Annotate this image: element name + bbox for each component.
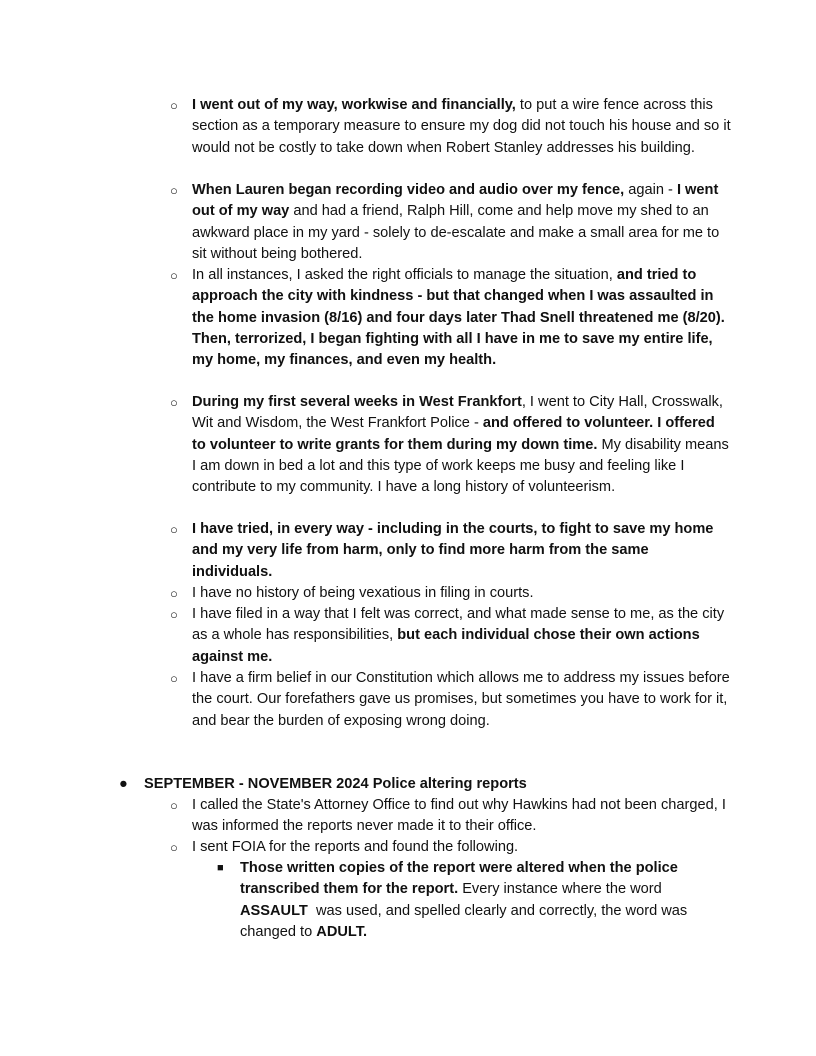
list-item: ○ When Lauren began recording video and audio over my fence, again - I went out of my way and had a friend, Ralph Hill, come and help move my shed to an awkward place in my yard - solely to de-escalate and make a small area for me to sit without being bothered.: [170, 182, 720, 262]
hollow-bullet-icon: ○: [170, 840, 178, 855]
hollow-bullet-icon: ○: [170, 395, 178, 410]
hollow-bullet-icon: ○: [170, 183, 178, 198]
section-heading: ● SEPTEMBER - NOVEMBER 2024 Police altering reports: [144, 774, 734, 795]
hollow-bullet-icon: ○: [170, 522, 178, 537]
hollow-bullet-icon: ○: [170, 671, 178, 686]
hollow-bullet-icon: ○: [170, 268, 178, 283]
list-item: ○ During my first several weeks in West Frankfort, I went to City Hall, Crosswalk, Wit and Wisdom, the West Frankfort Police - and offered to volunteer. I offered to volunteer to write grants for them during my down time. My disability means I am down in bed a lot and this type of work keeps me busy and feeling like I contribute to my community. I have a long history of volunteerism.: [170, 394, 729, 496]
list-item: ○ I sent FOIA for the reports and found the following.: [192, 837, 732, 858]
list-item: ○ In all instances, I asked the right officials to manage the situation, and tried to approach the city with kindness - but that changed when I was assaulted in the home invasion (8/16) and four days later Thad Snell threatened me (8/20). Then, terrorized, I began fighting with all I have in me to save my entire life, my home, my finances, and even my health.: [170, 267, 725, 369]
square-bullet-icon: ■: [217, 862, 224, 874]
list-item: ○ I have a firm belief in our Constitution which allows me to address my issues before the court. Our forefathers gave us promises, but sometimes you have to work for it, and bear the burden of exposing wrong doing.: [170, 670, 730, 729]
filled-bullet-icon: ●: [119, 776, 128, 792]
list-item: ○ I have filed in a way that I felt was correct, and what made sense to me, as the city as a whole has responsibilities, but each individual chose their own actions against me.: [170, 606, 725, 665]
list-item: ■ Those written copies of the report were altered when the police transcribed them for the report. Every instance where the word ASSAULT was used, and spelled clearly and correctly, the word was changed to ADULT.: [217, 860, 692, 940]
list-item: ○ I called the State's Attorney Office to find out why Hawkins had not been charged, I was informed the reports never made it to their office.: [170, 797, 726, 835]
hollow-bullet-icon: ○: [170, 586, 178, 601]
list-item: ○ I have no history of being vexatious in filing in courts.: [192, 583, 732, 604]
list-item: ○ I went out of my way, workwise and financially, to put a wire fence across this section as a temporary measure to ensure my dog did not touch his house and so it would not be costly to take down when Robert Stanley addresses his building.: [170, 97, 731, 156]
hollow-bullet-icon: ○: [170, 98, 178, 113]
hollow-bullet-icon: ○: [170, 798, 178, 813]
hollow-bullet-icon: ○: [170, 607, 178, 622]
list-item: ○ I have tried, in every way - including in the courts, to fight to save my home and my very life from harm, only to find more harm from the same individuals.: [170, 521, 714, 580]
